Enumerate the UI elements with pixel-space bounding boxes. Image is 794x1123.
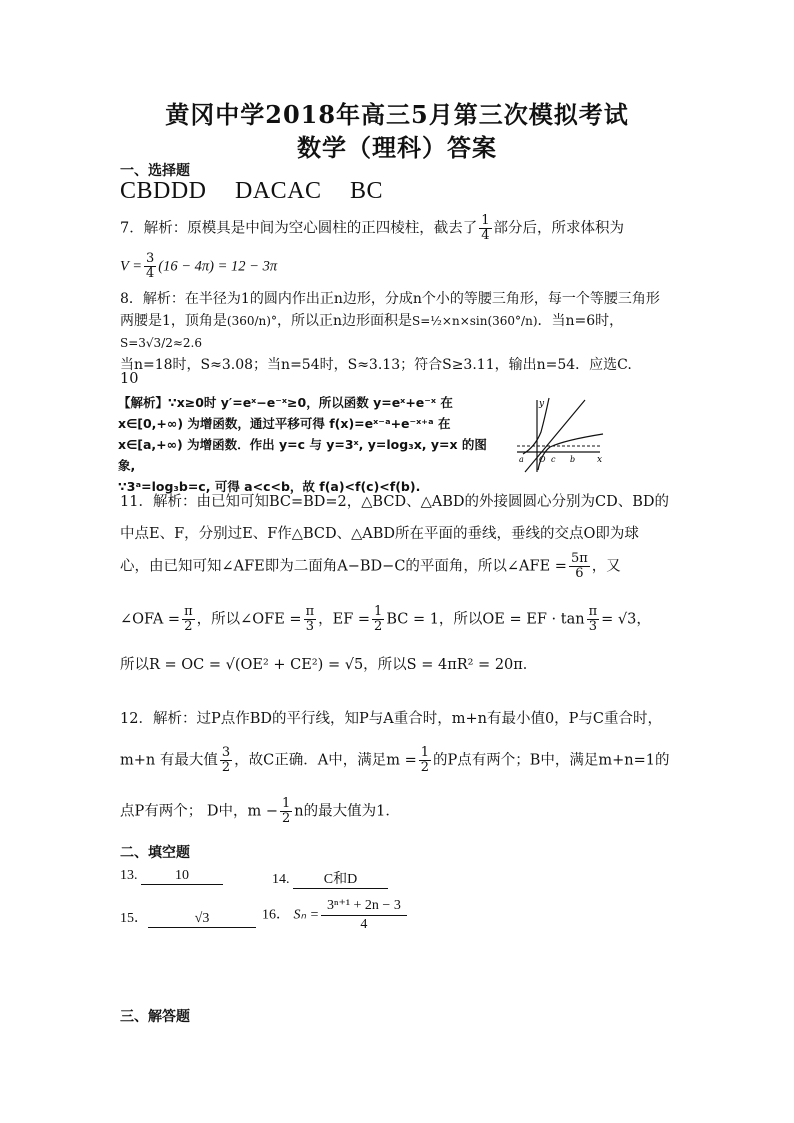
- q10-solution-image: 【解析】∵x≥0时 y′=eˣ−e⁻ˣ≥0，所以函数 y=eˣ+e⁻ˣ 在 x∈[0,+∞) 为增函数，通过平移可得 f(x)=eˣ⁻ᵃ+e⁻ˣ⁺ᵃ 在 x∈[a,+∞) 为增函数．作出 y=c 与 y=3ˣ, y=log₃x, y=x 的图象, ∵3ᵃ=log₃b=c, 可得 a<c<b，故 f(a)<f(c)<f(b).: [118, 395, 487, 494]
- q13-answer: 13. 10: [120, 868, 223, 885]
- q7-text-end: 部分后，所求体积为: [493, 220, 625, 237]
- q14-answer: 14. C和D: [272, 868, 388, 889]
- choice-answers: [120, 178, 405, 205]
- answer-group-3: BC: [350, 178, 384, 204]
- q15-answer: 15． √3: [120, 907, 256, 928]
- q8-line2: 两腰是1，顶角是(360/n)°，所以正n边形面积是S=½×n×sin(360°/n)．当n=6时，S=3√3/2≈2.6: [120, 313, 624, 350]
- q11-line4: ∠OFA = $\frac{\pi}{2}$ ，所以∠OFE = $\frac{\pi}{3}$ ，EF = $\frac{1}{2}$ BC = 1，所以OE = EF · tan $\frac{\pi}{3}$ = √3，: [120, 604, 651, 634]
- page-subtitle: 数学（理科）答案: [297, 133, 497, 162]
- graph-label-a: a: [519, 455, 524, 464]
- q12-line3: 点P有两个； D中，m − $\frac{1}{2}$ n的最大值为1．: [120, 796, 400, 826]
- q7-fraction: $\frac{1}{4}$: [481, 213, 490, 243]
- section-heading-choice: 一、选择题: [120, 163, 190, 179]
- q11-line1: 11．解析：由已知可知BC=BD=2，△BCD、△ABD的外接圆圆心分别为CD、BD的: [120, 494, 669, 510]
- graph-label-b: b: [570, 455, 576, 464]
- section-heading-solutions: 三、解答题: [120, 1009, 190, 1025]
- q16-answer: 16． Sₙ = $\frac{\text{3ⁿ⁺¹ + 2n − 3}}{4}$: [262, 897, 409, 934]
- page-title: 黄冈中学2018年高三5月第三次模拟考试: [165, 100, 629, 129]
- q12-line1: 12．解析：过P点作BD的平行线，知P与A重合时，m+n有最小值0，P与C重合时，: [120, 711, 663, 727]
- graph-label-x: x: [597, 455, 603, 465]
- q8-line3: 当n=18时，S≈3.08；当n=54时，S≈3.13；符合S≥3.11，输出n=54．应选C.: [120, 357, 632, 373]
- q10-number: 10: [120, 371, 139, 387]
- q7-solution: [120, 214, 680, 243]
- section-heading-fill: 二、填空题: [120, 845, 190, 861]
- graph-label-y: y: [539, 399, 545, 409]
- q7-text: 7．解析：原模具是中间为空心圆柱的正四棱柱，截去了: [120, 220, 478, 237]
- q10-function-graph: [505, 392, 607, 477]
- q12-line2: m+n 有最大值 $\frac{3}{2}$ ，故C正确．A中，满足m = $\frac{1}{2}$ 的P点有两个；B中，满足m+n=1的: [120, 745, 670, 775]
- q8-line1: 8．解析：在半径为1的圆内作出正n边形，分成n个小的等腰三角形，每一个等腰三角形: [120, 291, 660, 307]
- answer-group-1: CBDDD: [120, 178, 207, 204]
- q11-line2: 中点E、F，分别过E、F作△BCD、△ABD所在平面的垂线，垂线的交点O即为球: [120, 526, 639, 542]
- graph-label-o: O: [539, 455, 546, 464]
- q7-formula: V = $\frac{3}{4}$ (16 − 4π) = 12 − 3π: [120, 251, 278, 281]
- q8-solution: [120, 288, 680, 376]
- q11-line5: 所以R = OC = √(OE² + CE²) = √5，所以S = 4πR² = 20π．: [120, 657, 538, 673]
- q11-line3: 心，由已知可知∠AFE即为二面角A−BD−C的平面角，所以∠AFE = $\frac{5\pi}{6}$ ，又: [120, 551, 621, 581]
- answer-group-2: DACAC: [235, 178, 322, 204]
- graph-label-c: c: [551, 455, 556, 464]
